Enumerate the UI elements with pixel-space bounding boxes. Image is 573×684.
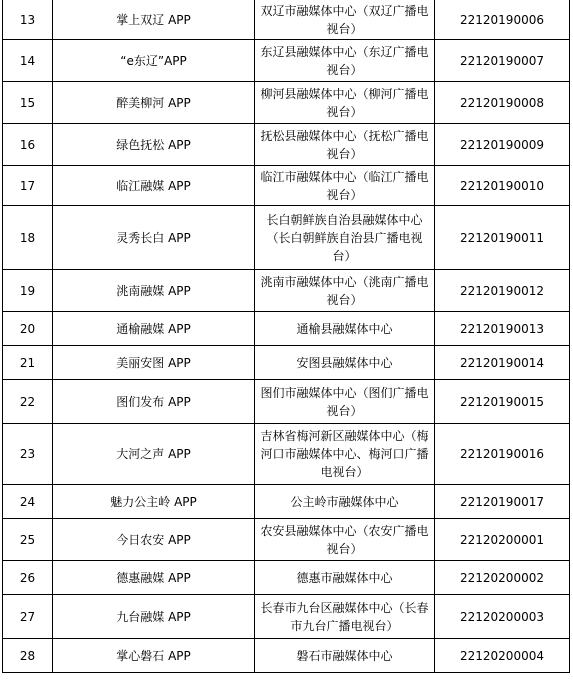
operating-organization: 东辽县融媒体中心（东辽广播电视台） [255, 40, 435, 82]
row-number: 17 [3, 166, 53, 206]
registration-code: 22120190016 [435, 424, 570, 485]
app-name: 图们发布 APP [53, 380, 255, 424]
table-row [3, 639, 570, 673]
operating-organization: 公主岭市融媒体中心 [255, 485, 435, 519]
operating-organization: 长春市九台区融媒体中心（长春市九台广播电视台） [255, 595, 435, 639]
table-row [3, 595, 570, 639]
registration-code: 22120190010 [435, 166, 570, 206]
operating-organization: 吉林省梅河新区融媒体中心（梅河口市融媒体中心、梅河口广播电视台） [255, 424, 435, 485]
table-row [3, 519, 570, 561]
page-edge [0, 680, 573, 684]
operating-organization: 双辽市融媒体中心（双辽广播电视台） [255, 0, 435, 40]
table-row [3, 561, 570, 595]
table-row [3, 380, 570, 424]
operating-organization: 安图县融媒体中心 [255, 346, 435, 380]
row-number: 28 [3, 639, 53, 673]
registration-code: 22120190015 [435, 380, 570, 424]
registration-code: 22120190013 [435, 312, 570, 346]
app-name: 临江融媒 APP [53, 166, 255, 206]
table-row [3, 40, 570, 82]
operating-organization: 德惠市融媒体中心 [255, 561, 435, 595]
registration-code: 22120190008 [435, 82, 570, 124]
table-row [3, 0, 570, 40]
app-name: “e东辽”APP [53, 40, 255, 82]
app-name: 魅力公主岭 APP [53, 485, 255, 519]
table-row [3, 124, 570, 166]
table-body [3, 0, 570, 673]
app-name: 灵秀长白 APP [53, 206, 255, 270]
app-name: 掌心磐石 APP [53, 639, 255, 673]
registration-code: 22120190009 [435, 124, 570, 166]
app-name: 德惠融媒 APP [53, 561, 255, 595]
app-registry-table [2, 0, 570, 673]
table-row [3, 312, 570, 346]
registration-code: 22120190014 [435, 346, 570, 380]
app-name: 绿色抚松 APP [53, 124, 255, 166]
row-number: 14 [3, 40, 53, 82]
registration-code: 22120190011 [435, 206, 570, 270]
registration-code: 22120190007 [435, 40, 570, 82]
row-number: 25 [3, 519, 53, 561]
row-number: 22 [3, 380, 53, 424]
registration-code: 22120200004 [435, 639, 570, 673]
app-name: 醉美柳河 APP [53, 82, 255, 124]
registration-code: 22120190017 [435, 485, 570, 519]
row-number: 13 [3, 0, 53, 40]
registration-code: 22120190006 [435, 0, 570, 40]
app-name: 洮南融媒 APP [53, 270, 255, 312]
app-name: 今日农安 APP [53, 519, 255, 561]
row-number: 23 [3, 424, 53, 485]
table-row [3, 424, 570, 485]
operating-organization: 柳河县融媒体中心（柳河广播电视台） [255, 82, 435, 124]
operating-organization: 临江市融媒体中心（临江广播电视台） [255, 166, 435, 206]
table-row [3, 206, 570, 270]
app-name: 通榆融媒 APP [53, 312, 255, 346]
app-name: 大河之声 APP [53, 424, 255, 485]
row-number: 19 [3, 270, 53, 312]
app-name: 美丽安图 APP [53, 346, 255, 380]
table-row [3, 346, 570, 380]
app-name: 九台融媒 APP [53, 595, 255, 639]
table-row [3, 82, 570, 124]
row-number: 27 [3, 595, 53, 639]
operating-organization: 农安县融媒体中心（农安广播电视台） [255, 519, 435, 561]
row-number: 20 [3, 312, 53, 346]
row-number: 16 [3, 124, 53, 166]
operating-organization: 磐石市融媒体中心 [255, 639, 435, 673]
table-row [3, 270, 570, 312]
row-number: 18 [3, 206, 53, 270]
registration-code: 22120190012 [435, 270, 570, 312]
table-row [3, 166, 570, 206]
registration-code: 22120200001 [435, 519, 570, 561]
operating-organization: 图们市融媒体中心（图们广播电视台） [255, 380, 435, 424]
registration-code: 22120200002 [435, 561, 570, 595]
row-number: 15 [3, 82, 53, 124]
registration-code: 22120200003 [435, 595, 570, 639]
row-number: 26 [3, 561, 53, 595]
operating-organization: 通榆县融媒体中心 [255, 312, 435, 346]
row-number: 24 [3, 485, 53, 519]
app-name: 掌上双辽 APP [53, 0, 255, 40]
operating-organization: 长白朝鲜族自治县融媒体中心（长白朝鲜族自治县广播电视台） [255, 206, 435, 270]
table-row [3, 485, 570, 519]
row-number: 21 [3, 346, 53, 380]
operating-organization: 抚松县融媒体中心（抚松广播电视台） [255, 124, 435, 166]
operating-organization: 洮南市融媒体中心（洮南广播电视台） [255, 270, 435, 312]
